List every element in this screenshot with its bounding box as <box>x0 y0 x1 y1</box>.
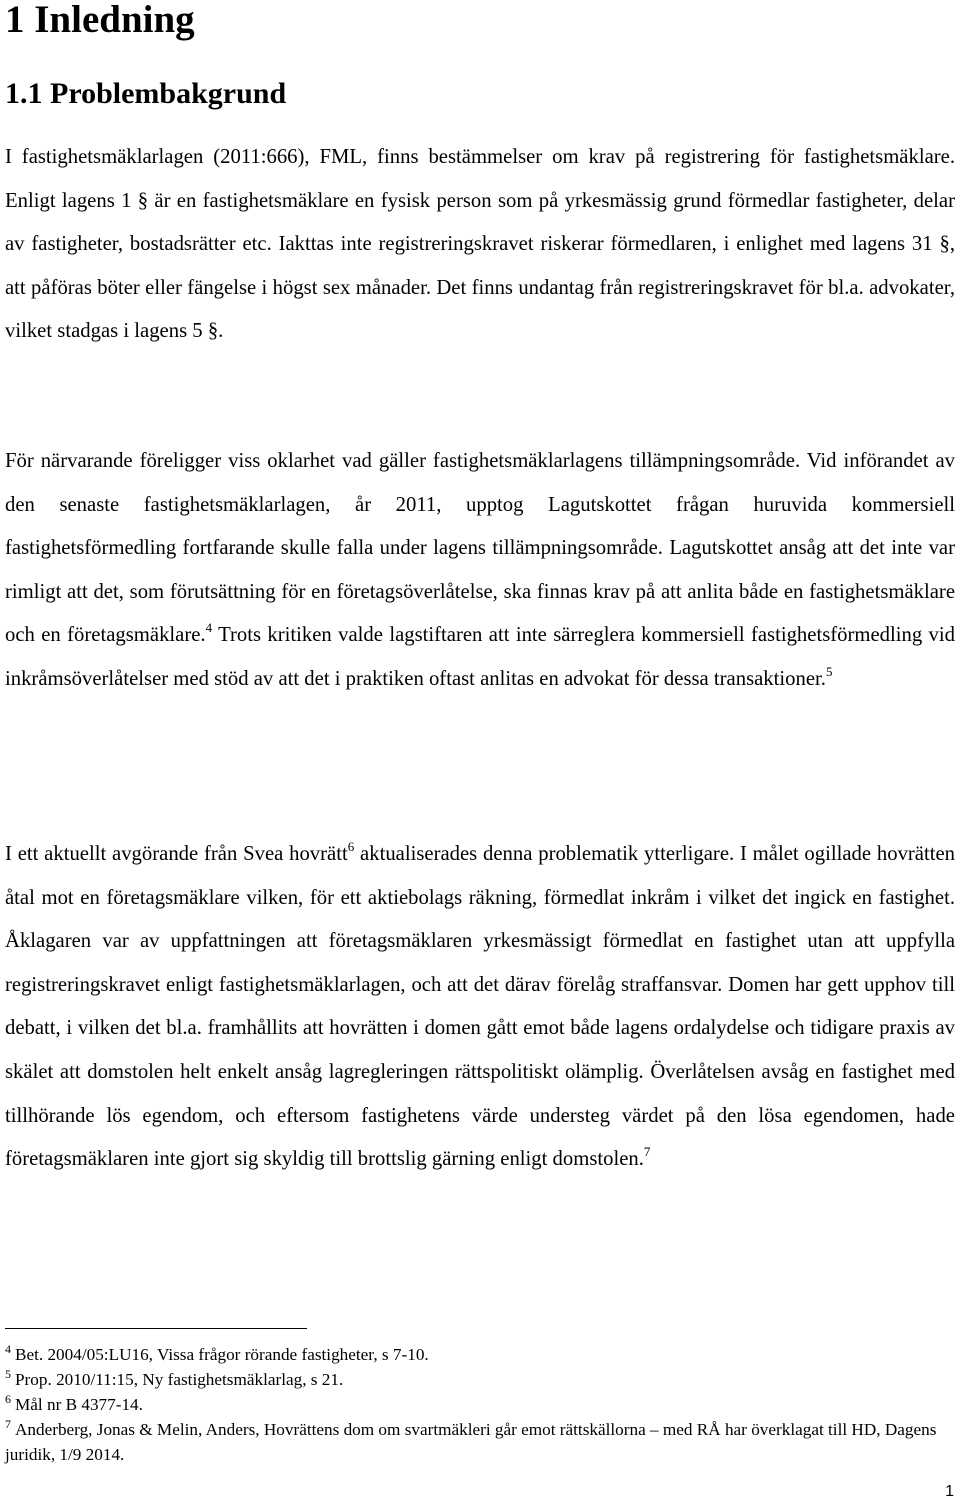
paragraph-problem-background <box>5 136 955 354</box>
footnote-text: Anderberg, Jonas & Melin, Anders, Hovrättens dom om svartmäkleri går emot rättskällorna – med RÅ har överklagat till HD, Dagens juridik, 1/9 2014. <box>5 1420 937 1464</box>
footnotes <box>5 1342 955 1467</box>
paragraph-text: Trots kritiken valde lagstiftaren att inte särreglera kommersiell fastighetsförmedling vid inkråmsöverlåtelser med stöd av att det i praktiken oftast anlitas en advokat för dessa transaktioner. <box>5 624 955 690</box>
footnote-text: Mål nr B 4377-14. <box>15 1395 143 1414</box>
paragraph-text: I fastighetsmäklarlagen (2011:666), FML, finns bestämmelser om krav på registrering för fastighetsmäklare. Enligt lagens 1 § är en fastighetsmäklare en fysisk person som på yrkesmässig grund förmedlar fastigheter, delar av fastigheter, bostadsrätter etc. Iakttas inte registreringskravet riskerar förmedlaren, i enlighet med lagens 31 §, att påföras böter eller fängelse i högst sex månader. Det finns undantag från registreringskravet för bl.a. advokater, vilket stadgas i lagens 5 §. <box>5 146 955 343</box>
footnote <box>5 1417 955 1467</box>
footnote-number: 5 <box>5 1367 11 1381</box>
footnote-number: 4 <box>5 1342 11 1356</box>
footnote-reference[interactable]: 5 <box>825 663 833 679</box>
footnote-text: Prop. 2010/11:15, Ny fastighetsmäklarlag, s 21. <box>15 1370 344 1389</box>
chapter-heading: 1 Inledning <box>5 0 195 41</box>
paragraph-text: aktualiserades denna problematik ytterligare. I målet ogillade hovrätten åtal mot en företagsmäklare vilken, för ett aktiebolags räkning, förmedlat inkråm i vilket det ingick en fastighet. Åklagaren var av uppfattningen att företagsmäklaren yrkesmässigt förmedlat en fastighet utan att uppfylla registreringskravet enligt fastighetsmäklarlagen, och att det därav förelåg straffansvar. Domen har gett upphov till debatt, i vilken det bl.a. framhållits att hovrätten i domen gått emot både lagens ordalydelse och tidigare praxis av skälet att domstolen helt enkelt ansåg lagregleringen rättspolitiskt olämplig. Överlåtelsen avsåg en fastighet med tillhörande lös egendom, och eftersom fastighetens värde understeg värdet på den lösa egendomen, hade företagsmäklaren inte gjort sig skyldig till brottslig gärning enligt domstolen. <box>5 843 955 1171</box>
footnote <box>5 1342 955 1367</box>
paragraph-scope-uncertainty <box>5 440 955 702</box>
footnote-number: 7 <box>5 1417 11 1431</box>
paragraph-court-ruling <box>5 833 955 1182</box>
footnote-text: Bet. 2004/05:LU16, Vissa frågor rörande fastigheter, s 7-10. <box>15 1345 429 1364</box>
footnote-separator <box>5 1328 307 1329</box>
paragraph-text: I ett aktuellt avgörande från Svea hovrätt <box>5 843 348 865</box>
footnote <box>5 1392 955 1417</box>
footnote-reference[interactable]: 4 <box>205 620 213 636</box>
paragraph-text: För närvarande föreligger viss oklarhet vad gäller fastighetsmäklarlagens tillämpningsområde. Vid införandet av den senaste fastighetsmäklarlagen, år 2011, upptog Lagutskottet frågan huruvida kommersiell fastighetsförmedling fortfarande skulle falla under lagens tillämpningsområde. Lagutskottet ansåg att det inte var rimligt att det, som förutsättning för en företagsöverlåtelse, ska finnas krav på att anlita både en fastighetsmäklare och en företagsmäklare. <box>5 450 955 647</box>
footnote <box>5 1367 955 1392</box>
footnote-number: 6 <box>5 1392 11 1406</box>
footnote-reference[interactable]: 7 <box>643 1144 651 1160</box>
footnote-reference[interactable]: 6 <box>347 839 355 854</box>
section-heading: 1.1 Problembakgrund <box>5 77 287 110</box>
page-number: 1 <box>945 1483 954 1500</box>
